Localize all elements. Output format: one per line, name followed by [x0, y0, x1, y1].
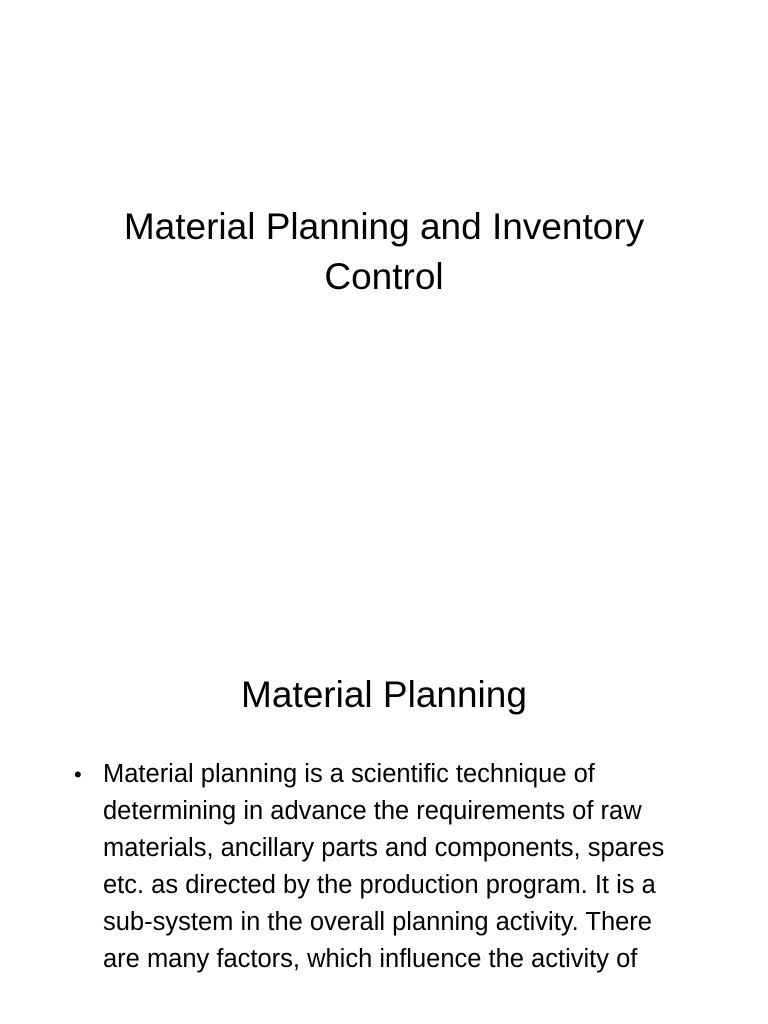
presentation-title: Material Planning and Inventory Control: [123, 206, 645, 297]
content-slide: [0, 576, 768, 1024]
bullet-icon: •: [74, 762, 82, 787]
bullet-list: [74, 756, 674, 978]
slide-title: Material Planning: [241, 674, 527, 715]
bullet-text: Material planning is a scientific technique of determining in advance the requirements of raw materials, ancillary parts and components, spares etc. as directed by the production program. It is a sub-system in the overall planning activity. There are many factors, which influence the activity of: [103, 760, 665, 973]
bullet-item: [74, 756, 674, 978]
